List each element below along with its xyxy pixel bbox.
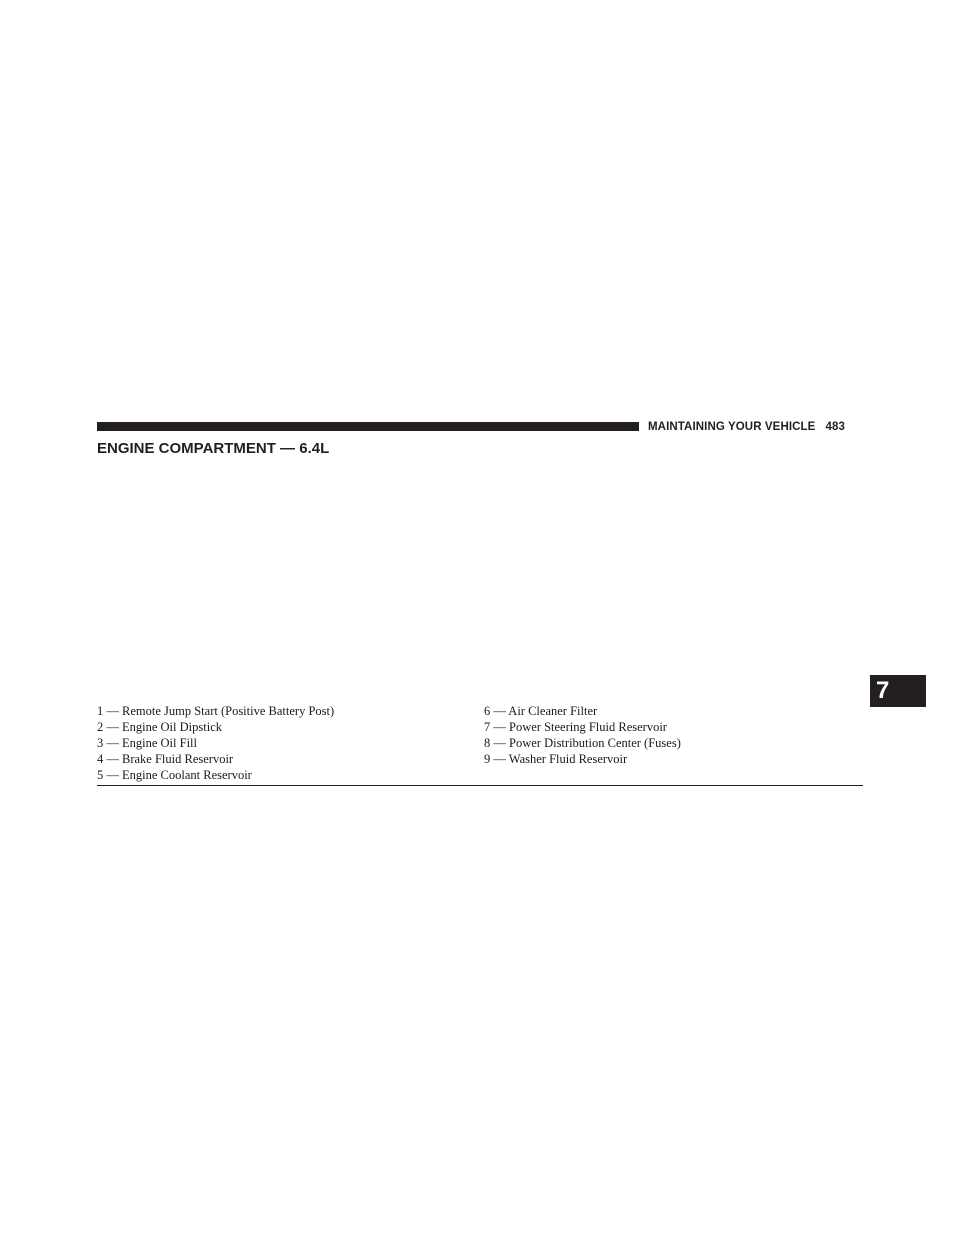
header-rule-bar [97,422,639,431]
chapter-tab [870,675,926,707]
running-head [648,419,845,435]
legend-item: 8 — Power Distribution Center (Fuses) [484,736,681,750]
engine-compartment-figure [97,468,863,700]
legend-divider [97,785,863,786]
legend-item: 2 — Engine Oil Dipstick [97,720,222,734]
legend-item: 6 — Air Cleaner Filter [484,704,598,718]
legend-item: 3 — Engine Oil Fill [97,736,197,750]
legend-item: 1 — Remote Jump Start (Positive Battery Post) [97,704,335,718]
legend-item: 4 — Brake Fluid Reservoir [97,752,234,766]
running-head-title: MAINTAINING YOUR VEHICLE [648,421,816,433]
legend-item: 7 — Power Steering Fluid Reservoir [484,720,667,734]
page-number: 483 [825,421,845,433]
section-title: ENGINE COMPARTMENT — 6.4L [97,440,330,457]
legend-column-right [484,703,681,767]
legend-column-left [97,703,334,783]
legend-item: 5 — Engine Coolant Reservoir [97,768,252,782]
chapter-number: 7 [876,677,890,704]
legend-item: 9 — Washer Fluid Reservoir [484,752,628,766]
